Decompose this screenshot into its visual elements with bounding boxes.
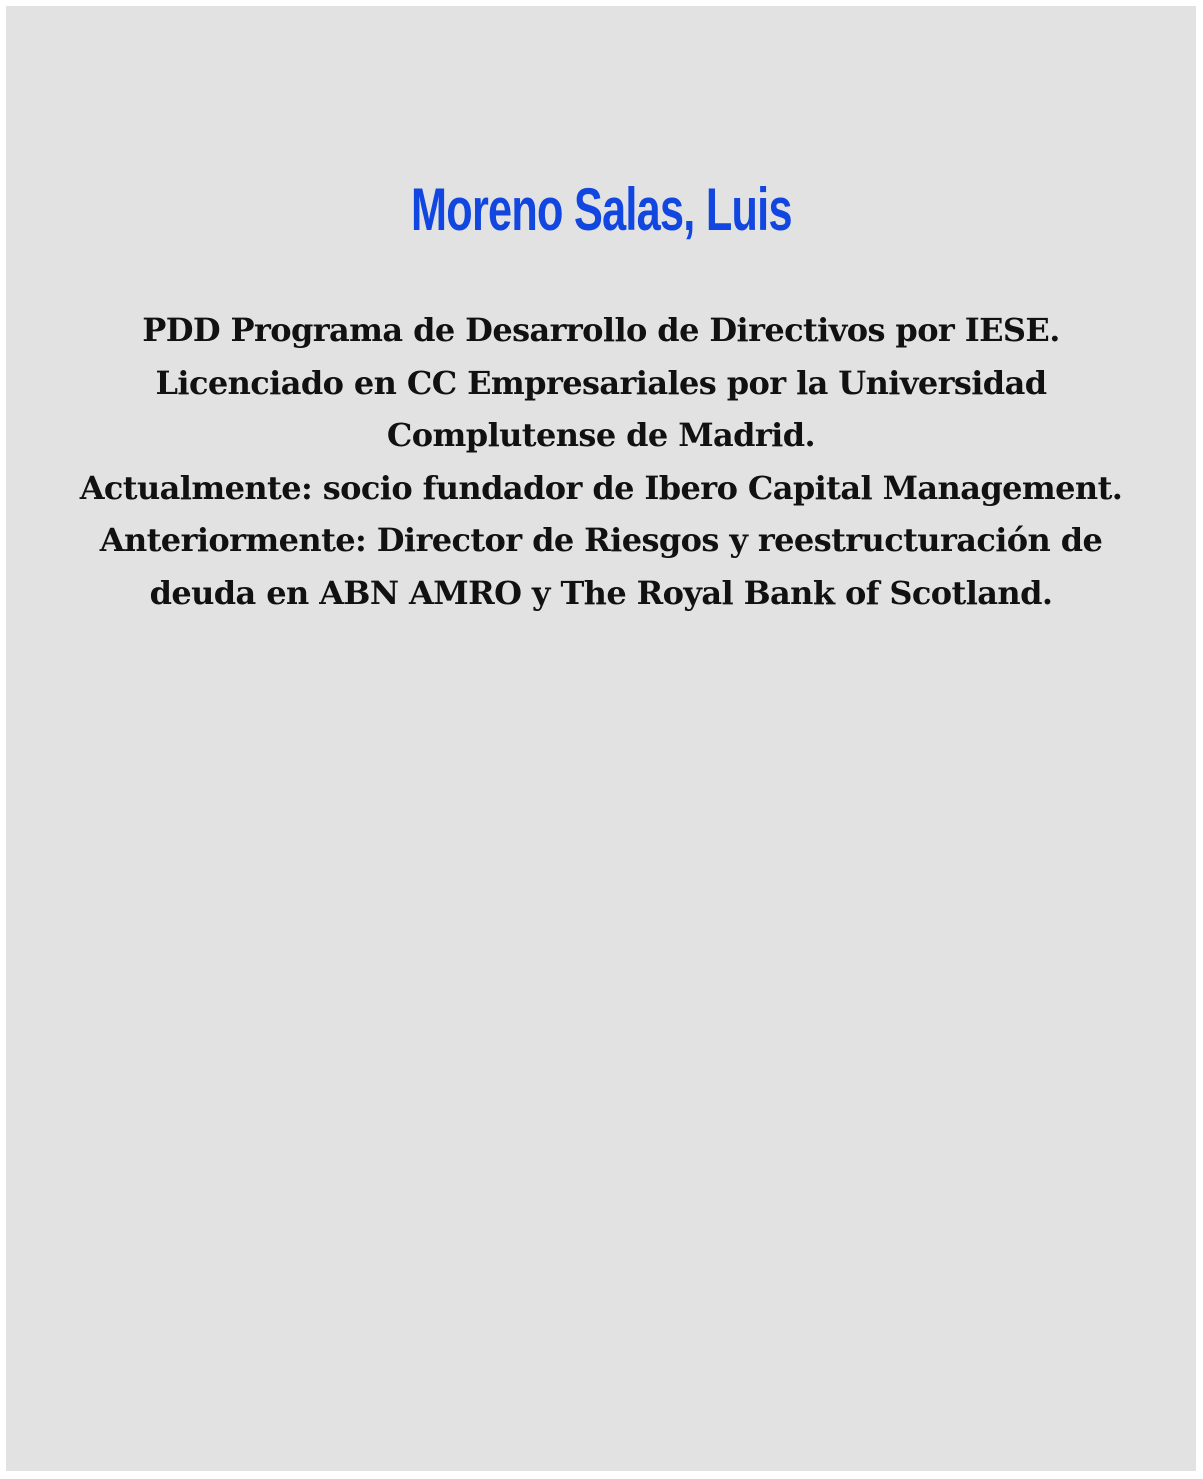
page-title-text: Moreno Salas, Luis xyxy=(410,176,792,243)
bio-line: PDD Programa de Desarrollo de Directivos por IESE. xyxy=(142,311,1060,349)
bio-panel xyxy=(6,6,1196,1471)
bio-line: Complutense de Madrid. xyxy=(386,416,816,454)
bio-line: Licenciado en CC Empresariales por la Universidad xyxy=(155,363,1047,402)
page-title xyxy=(6,6,1196,244)
bio-line: deuda en ABN AMRO y The Royal Bank of Scotland. xyxy=(149,573,1053,612)
bio-text xyxy=(6,304,1196,619)
bio-line: Actualmente: socio fundador de Ibero Capital Management. xyxy=(79,468,1123,507)
bio-line: Anteriormente: Director de Riesgos y reestructuración de xyxy=(99,521,1103,559)
